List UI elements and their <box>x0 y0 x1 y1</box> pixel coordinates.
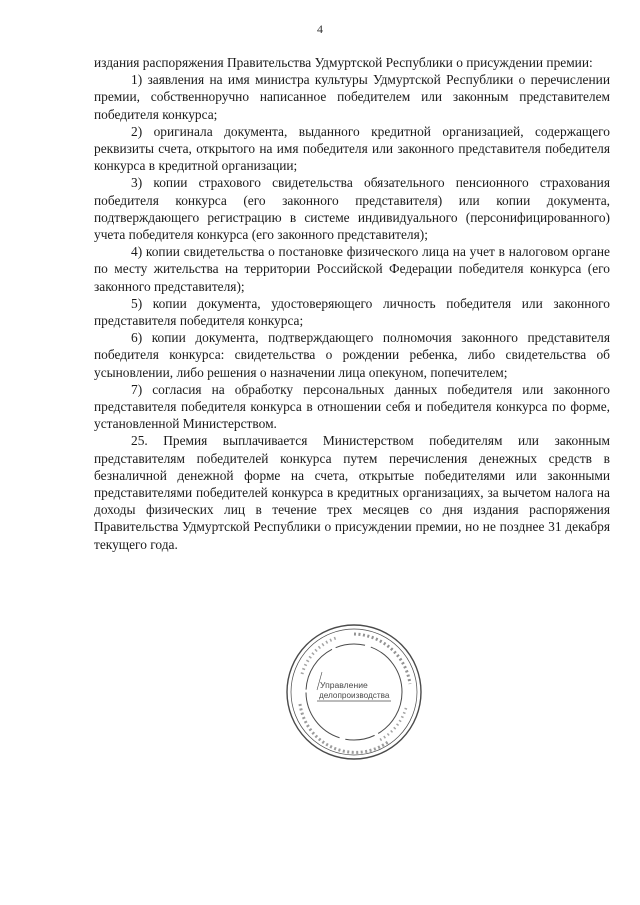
page-number: 4 <box>317 22 323 36</box>
list-item-2: 2) оригинала документа, выданного кредитной организацией, содержащего реквизиты счета, открытого на имя победителя или законного представителя победителя конкурса в кредитной организации; <box>94 123 610 174</box>
list-item-3: 3) копии страхового свидетельства обязательного пенсионного страхования победителя конкурса (его законного представителя) или копии документа, подтверждающего регистрацию в системе индивидуального (персонифицированного) учета победителя конкурса (его законного представителя); <box>94 175 610 243</box>
list-item-7: 7) согласия на обработку персональных данных победителя или законного представителя победителя конкурса в отношении себя и победителя конкурса по форме, установленной Министерством. <box>94 381 610 432</box>
list-item-1: 1) заявления на имя министра культуры Удмуртской Республики о перечислении премии, собственноручно написанное победителем или законным представителем победителя конкурса; <box>94 72 610 122</box>
document-body <box>94 54 610 553</box>
paragraph-intro-continuation: издания распоряжения Правительства Удмуртской Республики о присуждении премии: <box>94 55 593 70</box>
list-item-5: 5) копии документа, удостоверяющего личность победителя или законного представителя победителя конкурса; <box>94 295 610 329</box>
paragraph-25: 25. Премия выплачивается Министерством победителям или законным представителям победителей конкурса путем перечисления денежных средств в безналичной денежной форме на счета, открытые победителями или законными представителями победителей конкурса в кредитных организациях, за вычетом налога на доходы физических лиц в течение трех месяцев со дня издания распоряжения Правительства Удмуртской Республики о присуждении премии, но не позднее 31 декабря текущего года. <box>94 433 610 552</box>
list-item-6: 6) копии документа, подтверждающего полномочия законного представителя победителя конкурса: свидетельства о рождении ребенка, либо свидетельства об усыновлении, либо решения о назначении лица опекуном, попечителем; <box>94 330 610 380</box>
stamp-line-1: Управление <box>320 680 368 690</box>
official-stamp <box>284 622 424 762</box>
stamp-line-2: делопроизводства <box>319 691 390 700</box>
list-item-4: 4) копии свидетельства о постановке физического лица на учет в налоговом органе по месту жительства на территории Российской Федерации победителя конкурса (его законного представителя); <box>94 244 610 294</box>
